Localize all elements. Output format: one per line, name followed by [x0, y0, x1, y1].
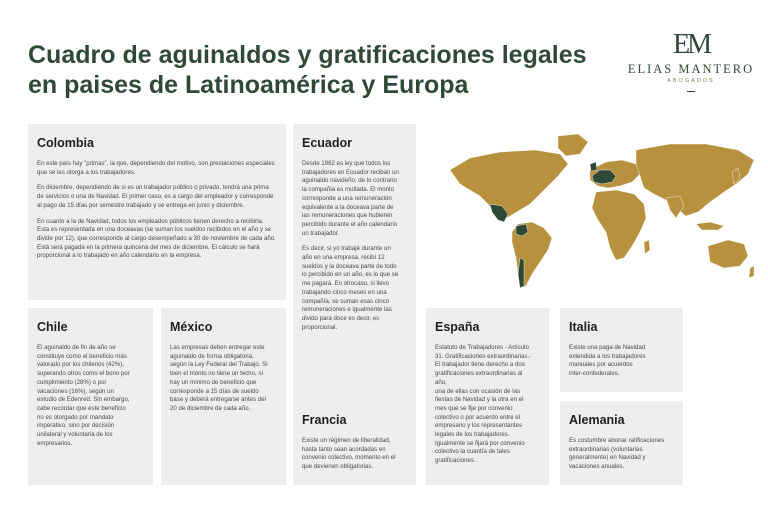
card-title: Ecuador	[302, 136, 353, 150]
card-text: Existe una paga de Navidad extendida a los trabajadores manuales por acuerdos inter-confederales.	[569, 344, 646, 378]
card-title: México	[170, 320, 213, 334]
card-alemania	[560, 401, 683, 485]
indonesia-shape	[696, 222, 724, 230]
page-title: Cuadro de aguinaldos y gratificaciones legales en paises de Latinoamérica y Europa	[28, 41, 587, 99]
greenland-shape	[558, 134, 588, 156]
card-mexico	[161, 308, 286, 485]
logo-name: ELIAS MANTERO	[627, 62, 755, 76]
north-america-shape	[450, 150, 568, 220]
uk-shape	[590, 162, 597, 171]
india-shape	[666, 196, 684, 218]
card-chile	[28, 308, 153, 485]
card-francia	[293, 401, 416, 485]
map-land	[450, 134, 754, 288]
card-text: En cuanto a la de Navidad, todos los empleados públicos tienen derecho a recibirla. Esta es representada en una doceavas (se suman los sueldos recibidos en el año y se divide por 12), que corresponde al cargo desempeñado a 30 de noviembre de cada año. Está será pagada en la primera quincena del mes de diciembre. El cálculo se hará proporcional a lo trabajado en año calendario en la empresa.	[37, 217, 276, 260]
card-title: Colombia	[37, 136, 94, 150]
africa-shape	[592, 190, 646, 260]
card-text: Estatuto de Trabajadores - Artículo 31. Gratificaciones extraordinarias.- El trabajador tiene derecho a dos gratificaciones extraordinarias al año, una de ellas con ocasión de las fiestas de Navidad y la otra en el mes que se fije por convenio colectivo o por acuerdo entre el empresario y los representantes legales de los trabajadores. Igualmente se fijará por convenio colectivo la cuantía de tales gratificaciones .	[435, 344, 532, 465]
card-espana	[426, 308, 549, 485]
card-text: En este país hay "primas", la que, dependiendo del motivo, son prestaciones especiales que se les otorga a los trabajadores.	[37, 160, 275, 176]
card-text: En diciembre, dependiendo de si es un trabajador público o privado, tendrá una prima de servicios o una de Navidad. El primer caso, es a cargo del empleador y corresponde al pago de 15 días por semestre trabajado y se entrega en junio y diciembre.	[37, 184, 274, 209]
world-map	[440, 130, 760, 295]
card-text: Es costumbre abonar ratificaciones extraordinarias (voluntarias generalmente) en Navidad y vacaciones anuales.	[569, 437, 665, 471]
card-text: Las empresas deben entregar este aguinaldo de forma obligatoria, según la Ley Federal del Trabajo. Si bien el monto no tiene un techo, sí hay un mínimo de beneficio que corresponde a 15 días de sueldo base y deberá entregarse antes del 20 de diciembre de cada año.	[170, 344, 268, 412]
logo-divider	[687, 91, 695, 92]
madagascar-shape	[644, 240, 650, 254]
card-italia	[560, 308, 683, 392]
logo-subtitle: ABOGADOS	[667, 78, 715, 84]
card-text: El aguinaldo de fin de año se constituye como el beneficio más valorado por los chilenos (42%), superando otros como el bono por cumplimiento (28%) o por vacaciones (16%), según un estudio de Edenred. Sin embargo, cabe recordar que este beneficio no es otorgado por mandato imperativo, sino por decisión unilateral y voluntaria de los empresarios.	[37, 344, 130, 447]
card-title: Alemania	[569, 413, 625, 427]
card-text: Desde 1962 es ley que todos los trabajadores en Ecuador reciban un aguinaldo navideño, de lo contrario la compañía es multada. El monto corresponde a una remuneración equivalente a la doceava parte de las remuneraciones que hubieren percibido durante el año calendario un trabajador.	[302, 160, 399, 237]
card-title: Italia	[569, 320, 598, 334]
card-colombia	[28, 124, 286, 300]
card-title: Francia	[302, 413, 347, 427]
new-zealand-shape	[749, 266, 754, 278]
company-logo	[626, 30, 756, 92]
australia-shape	[708, 240, 748, 268]
card-title: España	[435, 320, 480, 334]
card-text: Existe un régimen de liberalidad, hasta tanto sean acordadas en convenio colectivo, momento en el que devienen obligatorias.	[302, 437, 396, 471]
logo-monogram: EM	[673, 29, 709, 60]
card-title: Chile	[37, 320, 68, 334]
card-text: Es decir, si yo trabajé durante un año en una empresa, recibí 12 sueldos y la doceava parte de todo lo percibido en un año, es lo que se me pagará. En otrocaso, si llevo trabajando cinco meses en una compañía, se suman esas cinco remuneraciones e igualmente las divido para doce es decir, es proporcional.	[302, 245, 399, 331]
